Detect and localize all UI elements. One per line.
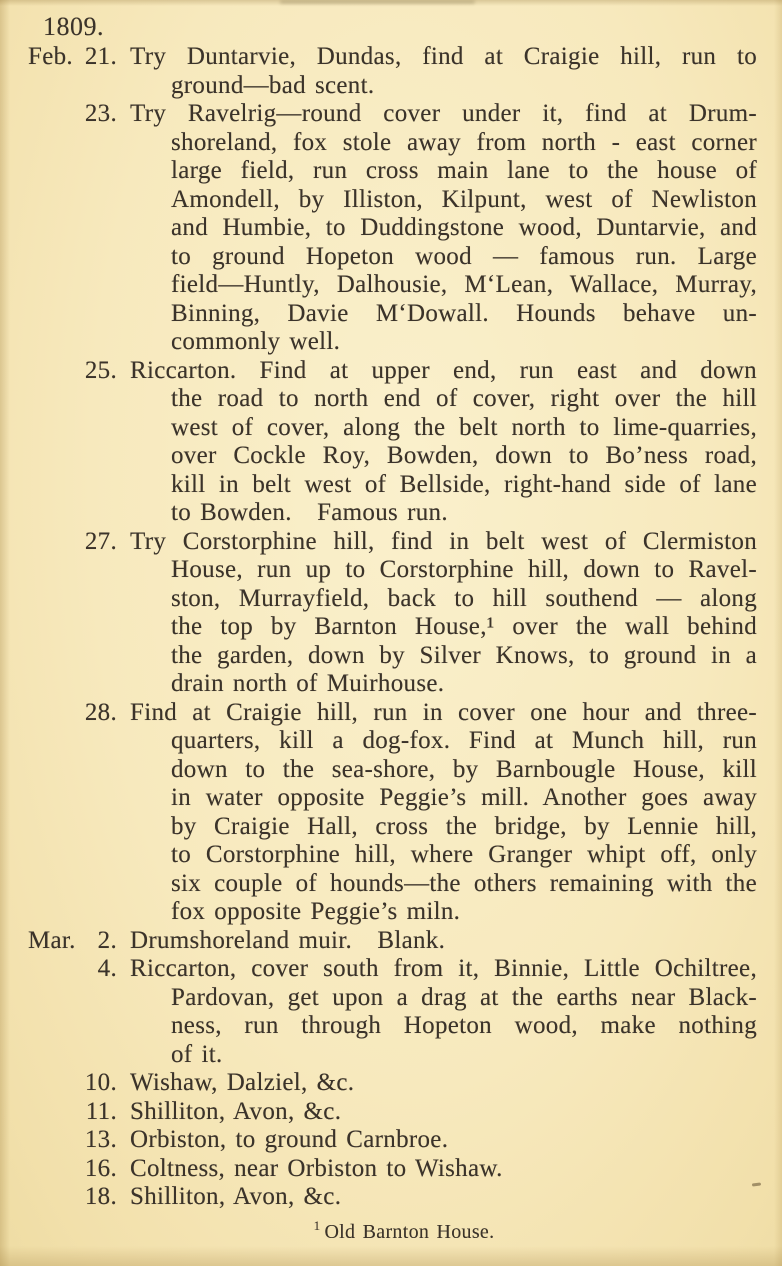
day-label: 10. [84,1069,117,1096]
entry-line: Shilliton, Avon, &c. [130,1183,342,1210]
log-entry [0,43,757,100]
entry-line: Wishaw, Dalziel, &c. [130,1069,355,1096]
entry-line: ness, run through Hopeton wood, make nothing [171,1012,757,1039]
hunting-log [0,43,757,1212]
entry-line: to Corstorphine hill, where Granger whipt off, only [171,841,757,868]
entry-line: large field, run cross main lane to the house of [171,157,757,184]
entry-line: Amondell, by Illiston, Kilpunt, west of Newliston [171,185,757,213]
entry-line: House, run up to Corstorphine hill, down to Ravel- [171,556,757,583]
entry-line: and Humbie, to Duddingstone wood, Duntarvie, and [171,214,757,241]
month-label: Mar. [28,926,76,954]
entry-line: to ground Hopeton wood — famous run. Large [171,242,757,270]
log-entry [0,955,757,1069]
entry-line: Try Ravelrig—round cover under it, find at Drum- [130,100,757,127]
entry-line: of it. [171,1040,223,1068]
log-entry [0,528,757,699]
log-entry [0,1069,757,1098]
entry-line: down to the sea-shore, by Barnbougle House, kill [171,755,757,783]
log-entry [0,357,757,528]
entry-line: Riccarton. Find at upper end, run east and down [130,356,757,384]
entry-line: west of cover, along the belt north to lime-quarries, [171,413,757,441]
scan-edge-shadow-bottom [0,1246,782,1266]
day-label: 28. [84,698,117,726]
entry-line: Pardovan, get upon a drag at the earths near Black- [171,983,757,1011]
entry-line: the road to north end of cover, right over the hill [171,385,757,412]
entry-line: Binning, Davie M‘Dowall. Hounds behave un- [171,299,757,327]
entry-line: ston, Murrayfield, back to hill southend — along [171,584,757,612]
entry-line: over Cockle Roy, Bowden, down to Bo’ness road, [171,442,757,469]
footnote [0,1218,782,1244]
day-label: 18. [84,1183,117,1210]
entry-line: drain north of Muirhouse. [171,670,445,697]
day-label: 25. [84,356,117,384]
entry-line: to Bowden. Famous run. [171,499,448,526]
entry-line: the top by Barnton House,¹ over the wall behind [171,613,757,640]
entry-line: Find at Craigie hill, run in cover one hour and three- [130,698,757,726]
day-label: 16. [84,1154,117,1182]
log-entry [0,699,757,927]
day-label: 23. [84,100,117,127]
log-entry [0,1098,757,1127]
entry-line: quarters, kill a dog-fox. Find at Munch hill, run [171,727,757,754]
log-entry [0,1155,757,1184]
entry-line: fox opposite Peggie’s miln. [171,898,461,925]
entry-line: field—Huntly, Dalhousie, M‘Lean, Wallace, Murray, [171,271,757,298]
footnote-text: Old Barnton House. [324,1221,495,1243]
entry-line: Try Duntarvie, Dundas, find at Craigie hill, run to [130,43,757,70]
entry-line: in water opposite Peggie’s mill. Another goes away [171,784,757,811]
entry-line: Try Corstorphine hill, find in belt west of Clermiston [130,527,757,555]
cropped-running-header-remnant [280,0,475,4]
month-label: Feb. [28,43,73,70]
entry-line: six couple of hounds—the others remaining with the [171,869,757,897]
day-label: 11. [85,1097,117,1125]
entry-line: Drumshoreland muir. Blank. [130,926,446,954]
day-label: 4. [97,955,117,982]
log-entry [0,927,757,956]
scan-edge-shadow-right [774,0,782,1266]
entry-line: Coltness, near Orbiston to Wishaw. [130,1154,503,1182]
footnote-marker: 1 [313,1218,321,1234]
year-heading: 1809. [43,12,104,41]
entry-line: commonly well. [171,328,341,355]
day-label: 27. [84,527,117,555]
entry-line: ground—bad scent. [171,71,375,99]
day-label: 21. [84,43,117,70]
entry-line: kill in belt west of Bellside, right-hand side of lane [171,470,757,498]
log-entry [0,100,757,357]
day-label: 13. [84,1126,117,1153]
entry-line: by Craigie Hall, cross the bridge, by Lennie hill, [171,812,757,840]
entry-line: shoreland, fox stole away from north - east corner [171,128,757,156]
entry-line: Orbiston, to ground Carnbroe. [130,1126,449,1153]
entry-line: the garden, down by Silver Knows, to ground in a [171,641,757,669]
log-entry [0,1183,757,1212]
entry-line: Shilliton, Avon, &c. [130,1097,342,1125]
log-entry [0,1126,757,1155]
day-label: 2. [97,926,117,954]
entry-line: Riccarton, cover south from it, Binnie, Little Ochiltree, [130,955,757,982]
